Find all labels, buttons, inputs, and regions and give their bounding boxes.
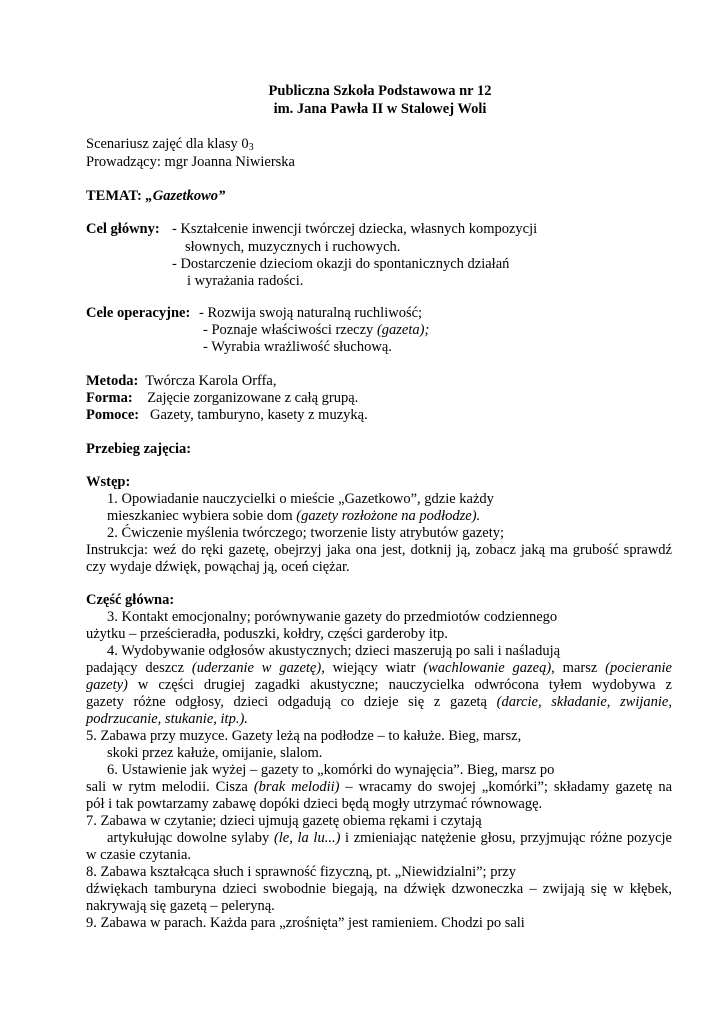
operational-goal: - Wyrabia wrażliwość słuchową. <box>203 339 392 355</box>
list-item: 8. Zabawa kształcąca słuch i sprawność fizyczną, pt. „Niewidzialni”; przy <box>86 864 516 880</box>
main-goal-line: słownych, muzycznych i ruchowych. <box>185 239 401 255</box>
main-goal-line: - Kształcenie inwencji twórczej dziecka, własnych kompozycji <box>172 221 538 237</box>
main-goal-label: Cel główny: <box>86 221 160 237</box>
list-item-cont: pół i tak powtarzamy zabawę dopóki dzieci będą mogły utrzymać równowagę. <box>86 796 543 812</box>
instruction-line: czy wydaje dźwięk, powąchaj ją, oceń ciężar. <box>86 559 350 575</box>
aids-line: Pomoce: Gazety, tamburyno, kasety z muzyką. <box>86 407 368 423</box>
list-item-cont: skoki przez kałuże, omijanie, slalom. <box>107 745 323 761</box>
operational-goal: - Rozwija swoją naturalną ruchliwość; <box>199 305 423 321</box>
operational-goals-label: Cele operacyjne: <box>86 305 191 321</box>
list-item: 6. Ustawienie jak wyżej – gazety to „komórki do wynajęcia”. Bieg, marsz po <box>107 762 555 778</box>
form-line: Forma: Zajęcie zorganizowane z całą grupą. <box>86 390 359 406</box>
list-item-cont: dźwiękach tamburyna dzieci swobodnie biegają, na dźwięk dzwoneczka – zwijają się w kłębek, <box>86 881 672 897</box>
main-part-heading: Część główna: <box>86 592 175 608</box>
list-item: 9. Zabawa w parach. Każda para „zrośnięta” jest ramieniem. Chodzi po sali <box>86 915 525 931</box>
list-item: 2. Ćwiczenie myślenia twórczego; tworzenie listy atrybutów gazety; <box>107 525 505 541</box>
list-item-cont: artykułując dowolne sylaby (le, la lu...) i zmieniając natężenie głosu, przyjmując różne pozycje <box>107 830 672 846</box>
list-item-cont: użytku – prześcieradła, poduszki, kołdry, części garderoby itp. <box>86 626 448 642</box>
list-item-cont: w czasie czytania. <box>86 847 192 863</box>
list-item-cont: nakrywają się gazetą – peleryną. <box>86 898 275 914</box>
intro-heading: Wstęp: <box>86 474 131 490</box>
instruction-line: Instrukcja: weź do ręki gazetę, obejrzyj jaka ona jest, dotknij ją, zobacz jaką ma grubość sprawdź <box>86 542 672 558</box>
list-item: 4. Wydobywanie odgłosów akustycznych; dzieci maszerują po sali i naśladują <box>107 643 561 659</box>
list-item-cont: podrzucanie, stukanie, itp.). <box>86 711 248 727</box>
teacher-line: Prowadzący: mgr Joanna Niwierska <box>86 154 295 170</box>
school-name: Publiczna Szkoła Podstawowa nr 12 <box>268 83 492 99</box>
main-goal-line: - Dostarczenie dzieciom okazji do spontanicznych działań <box>172 256 510 272</box>
list-item-cont: gazety) w części drugiej zagadki akustyczne; nauczycielka odwrócona tyłem wydobywa z <box>86 677 672 693</box>
class-line: Scenariusz zajęć dla klasy $0_3$ <box>86 136 254 153</box>
list-item-cont: sali w rytm melodii. Cisza (brak melodii) – wracamy do swojej „komórki”; składamy gazetę na <box>86 779 673 795</box>
list-item-cont: gazety różne odgłosy, dzieci odgadują co dzieje się z gazetą (darcie, składanie, zwijanie, <box>86 694 672 710</box>
main-goal-line: i wyrażania radości. <box>187 273 304 289</box>
list-item-cont: padający deszcz (uderzanie w gazetę), wiejący wiatr (wachlowanie gazeą), marsz (pocieranie <box>86 660 672 676</box>
list-item: 1. Opowiadanie nauczycielki o mieście „Gazetkowo”, gdzie każdy <box>107 491 494 507</box>
list-item: 7. Zabawa w czytanie; dzieci ujmują gazetę obiema rękami i czytają <box>86 813 482 829</box>
method-line: Metoda: Twórcza Karola Orffa, <box>86 373 277 389</box>
list-item: 3. Kontakt emocjonalny; porównywanie gazety do przedmiotów codziennego <box>107 609 558 625</box>
procedure-heading: Przebieg zajęcia: <box>86 441 192 457</box>
school-patron: im. Jana Pawła II w Stalowej Woli <box>273 101 487 117</box>
topic-line: TEMAT: „Gazetkowo” <box>86 188 226 204</box>
list-item: 5. Zabawa przy muzyce. Gazety leżą na podłodze – to kałuże. Bieg, marsz, <box>86 728 522 744</box>
list-item-cont: mieszkaniec wybiera sobie dom (gazety rozłożone na podłodze). <box>107 508 481 524</box>
topic-value: „Gazetkowo” <box>145 188 226 204</box>
operational-goal: - Poznaje właściwości rzeczy (gazeta); <box>203 322 430 338</box>
